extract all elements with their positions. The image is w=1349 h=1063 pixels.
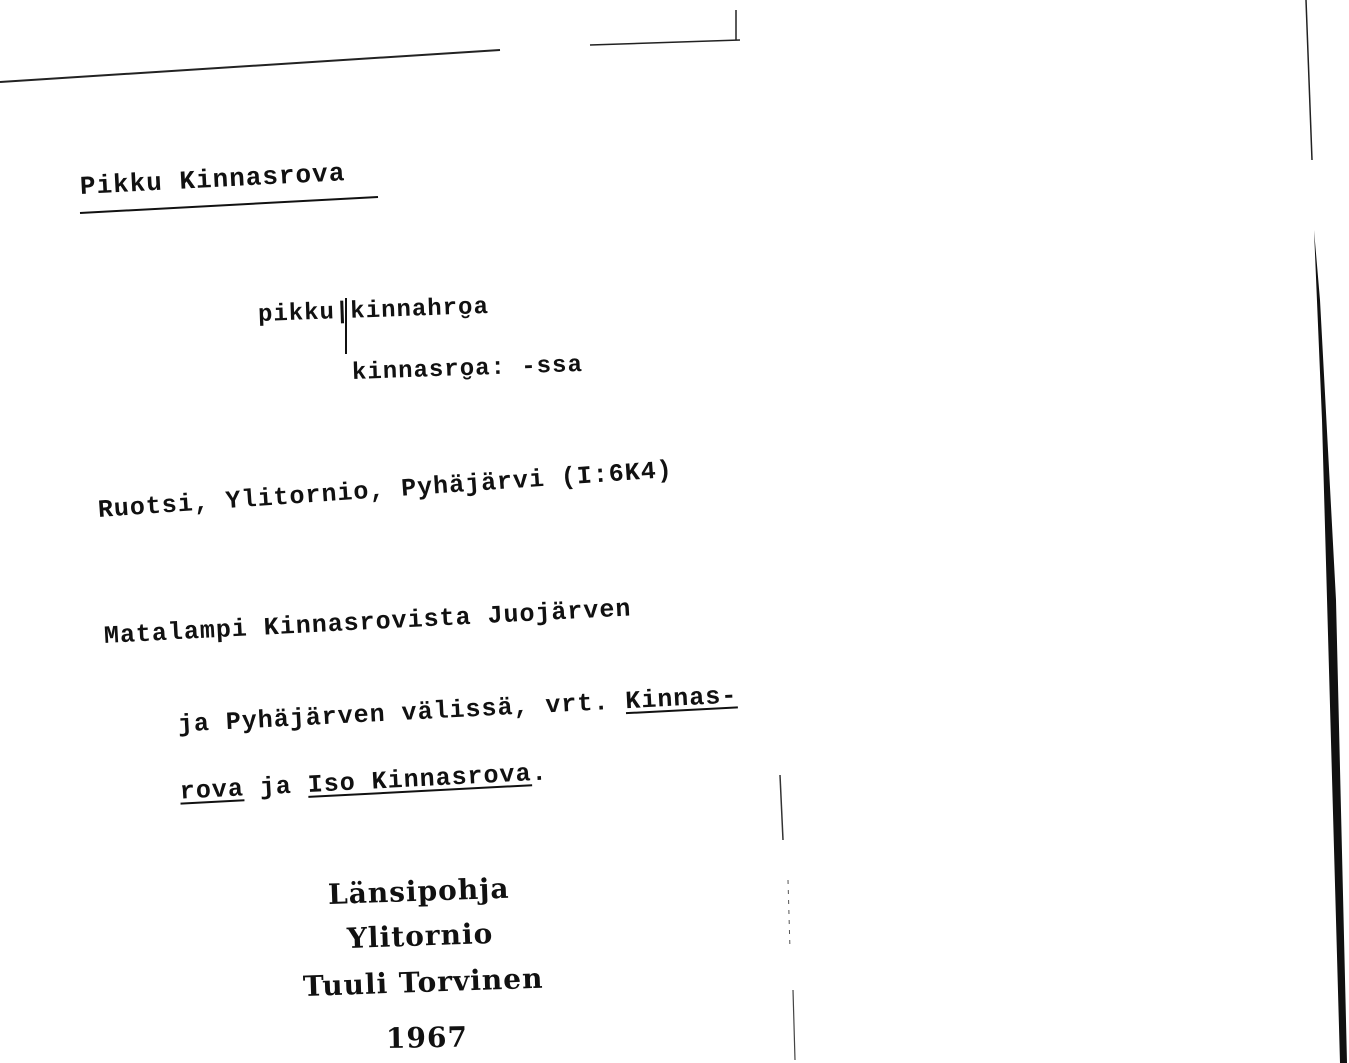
stamp-year: 1967 — [385, 1020, 469, 1055]
fold-mark-1 — [780, 775, 783, 840]
phonetic-form-1: pikku|kinnahro̮a — [257, 293, 490, 329]
description-line-3-mid: ja — [243, 770, 309, 804]
description-line-2-text: ja Pyhäjärven välissä, vrt. — [177, 687, 627, 740]
stamp-collector: Tuuli Torvinen — [302, 961, 544, 1003]
top-edge-line — [0, 50, 500, 82]
phonetic-form-2: kinnasro̮a: -ssa — [351, 351, 584, 387]
fold-mark-2 — [788, 880, 790, 950]
stamp-region: Länsipohja — [327, 871, 510, 911]
link-kinnasrova-part2: rova — [179, 774, 245, 807]
link-kinnasrova-part1: Kinnas- — [624, 681, 739, 717]
description-line-1: Matalampi Kinnasrovista Juojärven — [103, 594, 633, 651]
location-line: Ruotsi, Ylitornio, Pyhäjärvi (I:6K4) — [96, 455, 674, 525]
right-edge-line-top — [1306, 0, 1312, 160]
fold-mark-3 — [793, 990, 795, 1060]
right-edge-shadow — [1314, 230, 1347, 1063]
link-iso-kinnasrova: Iso Kinnasrova — [307, 759, 533, 800]
stamp-parish: Ylitornio — [346, 916, 494, 955]
description-line-3-end: . — [530, 758, 549, 789]
top-edge-line-2 — [590, 40, 740, 45]
headword: Pikku Kinnasrova — [79, 158, 347, 202]
